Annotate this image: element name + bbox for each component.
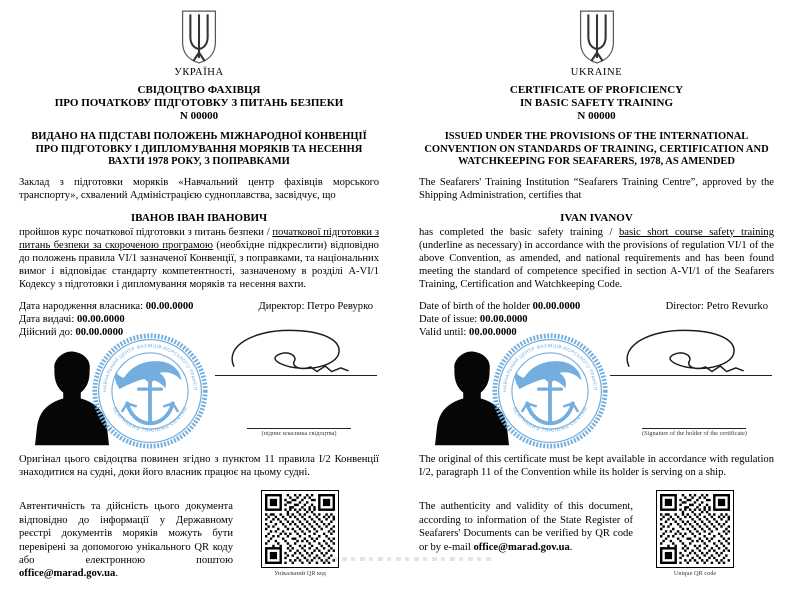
qr-block [656,490,734,577]
holder-name: IVAN IVANOV [560,212,633,225]
certificate-english [398,0,795,577]
verification-email: office@marad.gov.ua [19,568,116,580]
body-after-underline: (underline as necessary) in accordance with the provisions of regulation VI/1 of the above Convention, as amended, and national requirements and has been found meeting the standard of competence specified in section A-VI/1 of the Seafarers Training, Certification and Watchkeeping Code. [419,239,774,290]
certificate-title [419,84,774,123]
authenticity-text: The authenticity and validity of this document, according to information of the State Register of Seafarers' Documents can be verified by QR code or by e-mail [419,501,633,553]
certificate-title [19,84,379,123]
intro-paragraph: Заклад з підготовки моряків «Навчальний центр фахівців морського транспорту», схвалений Адміністрацією судноплавства, засвідчує, що [19,176,379,201]
qr-code [656,490,734,568]
certificate-number: N 00000 [179,109,219,122]
body-before-underline: has completed the basic safety training / [419,226,619,238]
country-name: УКРАЇНА [174,67,224,78]
authenticity-note [419,500,633,554]
title-line-2: IN BASIC SAFETY TRAINING [519,96,674,109]
country-name: UKRAINE [570,67,623,78]
valid-value: 00.00.0000 [469,327,517,339]
holder-name: ІВАНОВ ІВАН ІВАНОВИЧ [130,212,268,225]
ukraine-trident-emblem-icon [180,9,218,65]
qr-caption: Unique QR code [673,569,717,577]
holder-signature-line [642,428,746,429]
convention-heading: ВИДАНО НА ПІДСТАВІ ПОЛОЖЕНЬ МІЖНАРОДНОЇ КОНВЕНЦІЇ ПРО ПІДГОТОВКУ І ДИПЛОМУВАННЯ МОРЯКІВ ТА НЕСЕННЯ ВАХТИ 1978 РОКУ, З ПОПРАВКАМИ [31,130,367,168]
convention-heading: ISSUED UNDER THE PROVISIONS OF THE INTERNATIONAL CONVENTION ON STANDARDS OF TRAINING, CERTIFICATION AND WATCHKEEPING FOR SEAFARERS, 1978, AS AMENDED [424,130,769,168]
director-signature [201,324,369,388]
date-of-issue-row [19,314,193,327]
after-email-period: . [569,541,573,553]
issue-value: 00.00.0000 [479,314,528,326]
director-signature [596,324,764,388]
director-name: Director: Petro Revurko [665,301,768,313]
title-line-1: CERTIFICATE OF PROFICIENCY [509,84,684,96]
qr-caption: Унікальний QR код [274,569,326,577]
authenticity-block [19,490,379,591]
holder-signature-area [642,428,746,437]
issue-label: Date of issue: [419,314,478,326]
holder-signature-caption: (Signature of the holder of the certificate) [642,429,747,437]
holder-signature-line [247,428,351,429]
after-email-period: . [115,568,119,580]
issue-value: 00.00.0000 [76,314,125,326]
valid-value: 00.00.0000 [75,327,124,339]
body-paragraph [19,226,379,291]
director-signature-line [215,375,377,376]
body-underlined-option: basic short course safety training [618,226,774,238]
date-of-birth-row [19,301,193,314]
date-of-issue-row [419,314,580,327]
valid-label: Valid until: [419,327,467,339]
official-seal [491,332,609,450]
dob-label: Дата народження власника: [19,301,144,313]
authenticity-block [419,490,774,577]
date-of-birth-row [419,301,580,314]
qr-code [261,490,339,568]
holder-signature-caption: (підпис власника свідоцтва) [261,429,337,437]
dob-value: 00.00.0000 [532,301,581,313]
certificate-number: N 00000 [577,109,616,122]
certificate-ukrainian [0,0,398,580]
title-line-1: СВІДОЦТВО ФАХІВЦЯ [137,84,261,96]
authenticity-note [19,500,233,581]
verification-email: office@marad.gov.ua [473,541,570,553]
dob-value: 00.00.0000 [145,301,194,313]
dob-label: Date of birth of the holder [419,301,530,313]
clipped-text-remnant [306,557,492,561]
original-note: The original of this certificate must be kept available in accordance with regulation I/2, paragraph 11 of the Convention while its holder is serving on a ship. [419,453,774,478]
official-seal [91,332,209,450]
body-after-underline: (необхідне підкреслити) відповідно до положень правила VI/1 зазначеної Конвенції, з поправками, та національних вимог і відповідає стандарту компетентності, зазначеному в розділі A-VI/1 Кодексу з підготовки і дипломування моряків та несення вахти. [19,239,379,290]
body-underlined-option: початкової підготовки з питань безпеки за скороченою програмою [19,226,380,251]
body-paragraph [419,226,774,291]
authenticity-text: Автентичність та дійсність цього документа відповідно до інформації у Державному реєстрі документів моряків можуть бути перевірені за допомогою унікального QR коду або електронною поштою [19,501,233,566]
intro-paragraph: The Seafarers' Training Institution “Seafarers Training Centre”, approved by the Shipping Administration, certifies that [419,176,774,201]
issue-label: Дата видачі: [19,314,75,326]
holder-signature-area [247,428,351,437]
title-line-2: ПРО ПОЧАТКОВУ ПІДГОТОВКУ З ПИТАНЬ БЕЗПЕКИ [54,96,344,109]
photo-seal-signature-block [419,342,774,444]
body-before-underline: пройшов курс початкової підготовки з питань безпеки / [19,226,273,238]
photo-seal-signature-block [19,342,379,444]
valid-label: Дійсний до: [19,327,73,339]
original-note: Оригінал цього свідоцтва повинен згідно з пунктом 11 правила I/2 Конвенції знаходитися на судні, доки його власник працює на цьому судні. [19,453,379,478]
director-name: Директор: Петро Ревурко [258,301,373,313]
ukraine-trident-emblem-icon [578,9,616,65]
qr-block [261,490,339,577]
director-signature-line [610,375,772,376]
